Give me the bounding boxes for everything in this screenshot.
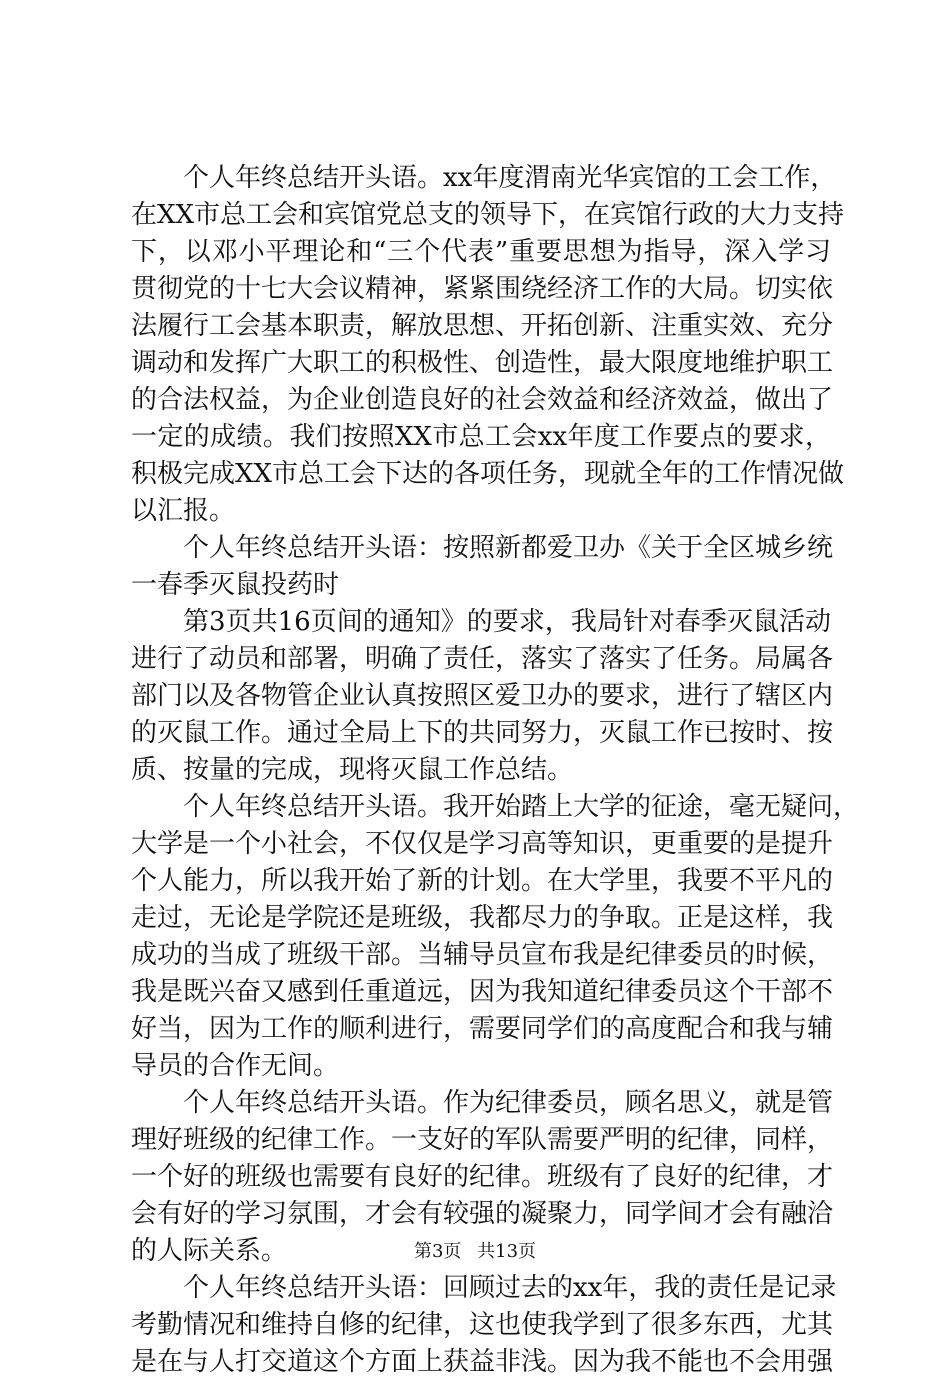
- text-line: 积极完成XX市总工会下达的各项任务，现就全年的工作情况做: [131, 459, 845, 489]
- text-line: 是在与人打交道这个方面上获益非浅。因为我不能也不会用强: [131, 1347, 834, 1377]
- text-line: 理好班级的纪律工作。一支好的军队需要严明的纪律，同样，: [131, 1125, 834, 1155]
- text-line: 第3页共16页间的通知》的要求，我局针对春季灭鼠活动: [183, 607, 831, 637]
- text-line: 调动和发挥广大职工的积极性、创造性，最大限度地维护职工: [131, 348, 834, 378]
- text-line: 在XX市总工会和宾馆党总支的领导下，在宾馆行政的大力支持: [131, 200, 845, 230]
- text-line: 法履行工会基本职责，解放思想、开拓创新、注重实效、充分: [131, 311, 834, 341]
- text-line: 一定的成绩。我们按照XX市总工会xx年度工作要点的要求，: [131, 422, 831, 452]
- text-line: 进行了动员和部署，明确了责任，落实了落实了任务。局属各: [131, 644, 834, 674]
- text-line: 走过，无论是学院还是班级，我都尽力的争取。正是这样，我: [131, 903, 834, 933]
- text-line: 一春季灭鼠投药时: [131, 570, 340, 600]
- text-line: 贯彻党的十七大会议精神，紧紧围绕经济工作的大局。切实依: [131, 274, 834, 304]
- page-footer: [0, 1240, 950, 1264]
- text-line: 考勤情况和维持自修的纪律，这也使我学到了很多东西，尤其: [131, 1310, 834, 1340]
- text-line: 以汇报。: [131, 496, 236, 526]
- text-line: 我是既兴奋又感到任重道远，因为我知道纪律委员这个干部不: [131, 977, 834, 1007]
- text-line: 会有好的学习氛围，才会有较强的凝聚力，同学间才会有融洽: [131, 1199, 834, 1229]
- text-line: 个人年终总结开头语：按照新都爱卫办《关于全区城乡统: [183, 533, 834, 563]
- text-line: 个人年终总结开头语。作为纪律委员，顾名思义，就是管: [183, 1088, 834, 1118]
- page-total: 共13页: [477, 1241, 537, 1262]
- text-line: 大学是一个小社会，不仅仅是学习高等知识，更重要的是提升: [131, 829, 834, 859]
- text-line: 好当，因为工作的顺利进行，需要同学们的高度配合和我与辅: [131, 1014, 834, 1044]
- text-line: 的灭鼠工作。通过全局上下的共同努力，灭鼠工作已按时、按: [131, 718, 834, 748]
- text-line: 导员的合作无间。: [131, 1051, 340, 1081]
- text-line: 部门以及各物管企业认真按照区爱卫办的要求，进行了辖区内: [131, 681, 834, 711]
- text-line: 一个好的班级也需要有良好的纪律。班级有了良好的纪律，才: [131, 1162, 834, 1192]
- text-line: 质、按量的完成，现将灭鼠工作总结。: [131, 755, 574, 785]
- page-number: 第3页: [413, 1241, 462, 1262]
- paragraph: [131, 160, 845, 530]
- text-line: 成功的当成了班级干部。当辅导员宣布我是纪律委员的时候，: [131, 940, 834, 970]
- text-line: 的人际关系。: [131, 1236, 288, 1266]
- text-line: 个人年终总结开头语：回顾过去的xx年，我的责任是记录: [183, 1273, 837, 1303]
- text-line: 下，以邓小平理论和“三个代表”重要思想为指导，深入学习: [131, 237, 831, 267]
- paragraph: [131, 789, 860, 1085]
- text-line: 的合法权益，为企业创造良好的社会效益和经济效益，做出了: [131, 385, 834, 415]
- paragraph: [131, 604, 834, 789]
- paragraph: [131, 530, 834, 604]
- document-body: [131, 160, 860, 1381]
- text-line: 个人能力，所以我开始了新的计划。在大学里，我要不平凡的: [131, 866, 834, 896]
- text-line: 个人年终总结开头语。xx年度渭南光华宾馆的工会工作，: [183, 163, 837, 193]
- paragraph: [131, 1270, 837, 1381]
- text-line: 个人年终总结开头语。我开始踏上大学的征途，毫无疑问，: [183, 792, 860, 822]
